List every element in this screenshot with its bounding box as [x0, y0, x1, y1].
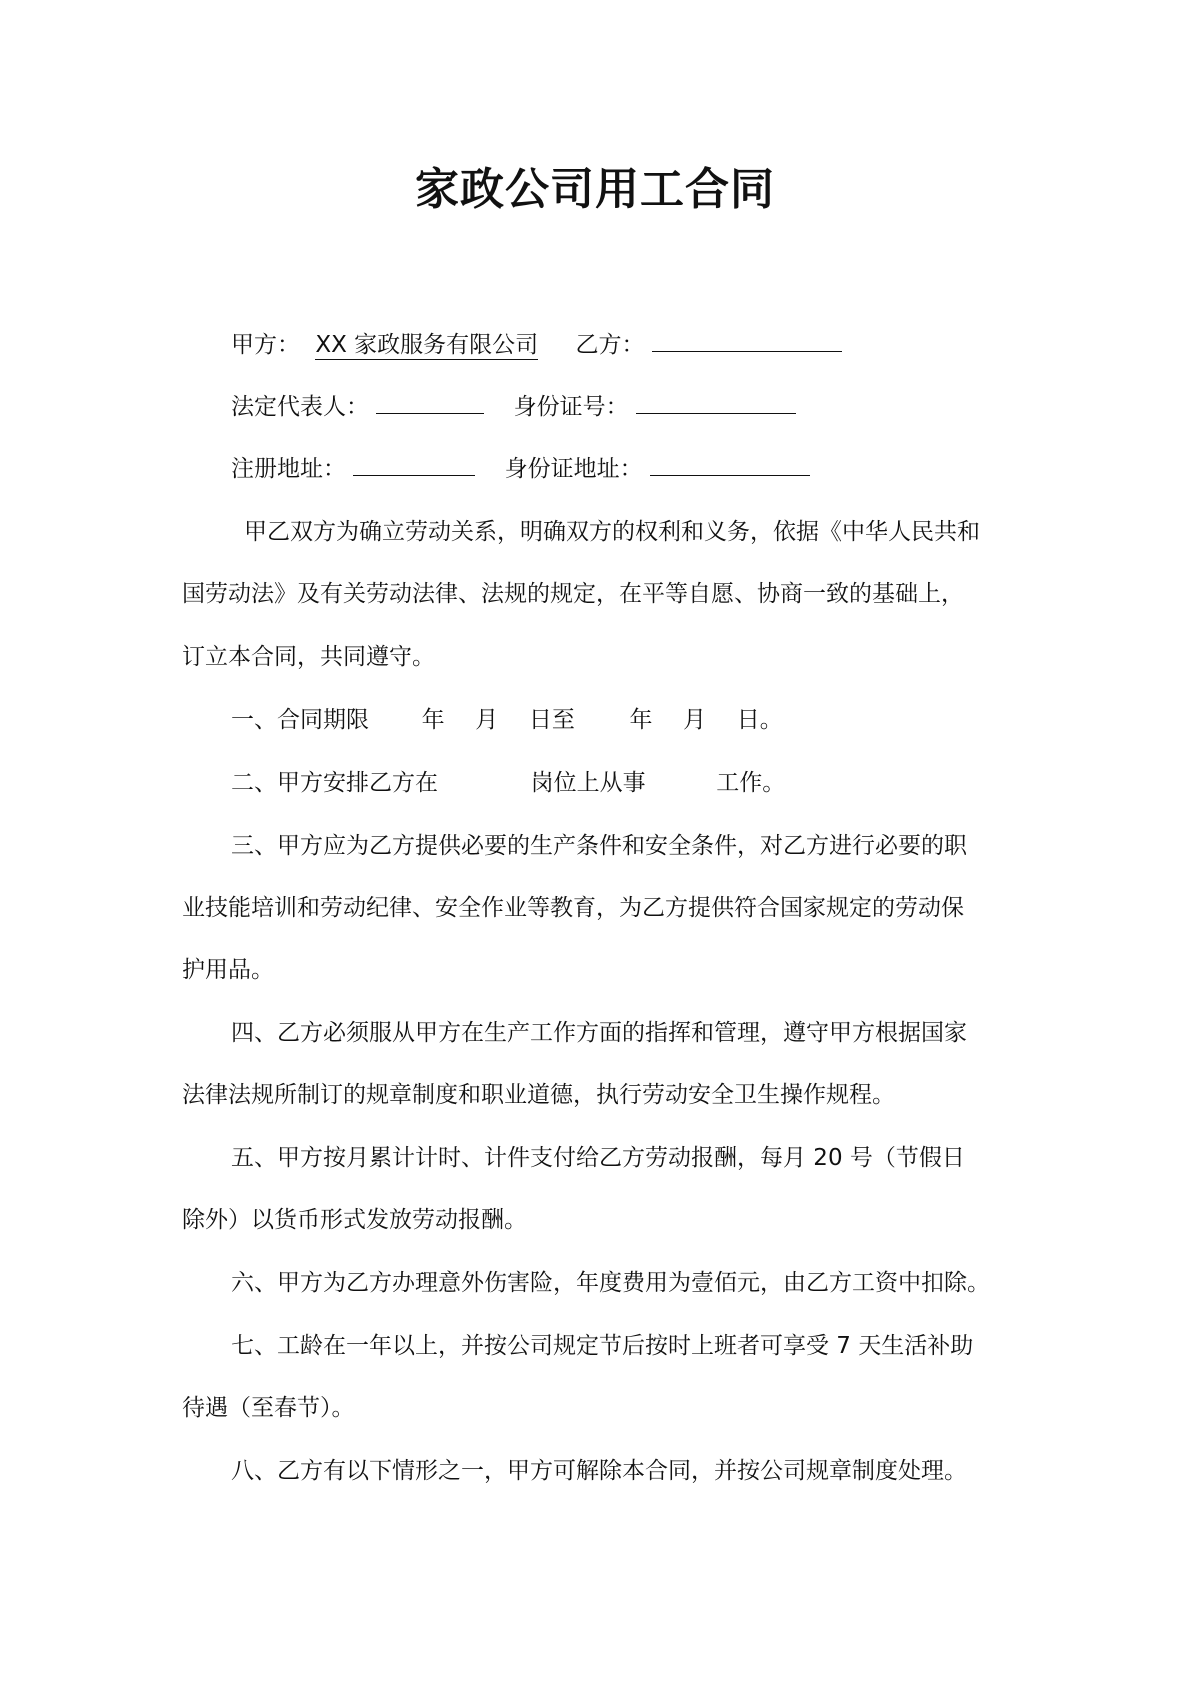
- clause-6: 六、甲方为乙方办理意外伤害险，年度费用为壹佰元，由乙方工资中扣除。: [231, 1270, 990, 1296]
- clause-5-line-1: 五、甲方按月累计计时、计件支付给乙方劳动报酬，每月 20 号（节假日: [231, 1145, 965, 1171]
- party-a-label: 甲方：: [231, 332, 300, 358]
- id-number-label: 身份证号：: [513, 394, 629, 420]
- clause-3-line-2: 业技能培训和劳动纪律、安全作业等教育，为乙方提供符合国家规定的劳动保: [182, 895, 964, 921]
- legal-rep-label: 法定代表人：: [231, 394, 369, 420]
- clause-1-year-1: 年: [421, 707, 445, 733]
- clause-2-mid: 岗位上从事: [530, 770, 646, 796]
- clause-1-day-2: 日。: [736, 707, 783, 733]
- legal-rep-blank: [376, 393, 484, 414]
- document-title: 家政公司用工合同: [415, 164, 775, 215]
- party-a-value: XX 家政服务有限公司: [315, 332, 539, 358]
- clause-1-year-2: 年: [629, 707, 653, 733]
- address-line: [182, 452, 1071, 486]
- party-b-label: 乙方：: [575, 332, 645, 358]
- clause-8: 八、乙方有以下情形之一，甲方可解除本合同，并按公司规章制度处理。: [231, 1458, 967, 1484]
- legal-rep-line: [182, 390, 1071, 424]
- clause-4-line-1: 四、乙方必须服从甲方在生产工作方面的指挥和管理，遵守甲方根据国家: [231, 1020, 967, 1046]
- clause-4-line-2: 法律法规所制订的规章制度和职业道德，执行劳动安全卫生操作规程。: [182, 1082, 895, 1108]
- clause-5-line-2: 除外）以货币形式发放劳动报酬。: [182, 1207, 527, 1233]
- reg-address-blank: [353, 455, 475, 476]
- party-line: [182, 328, 1071, 362]
- clause-1: [182, 703, 1071, 737]
- id-address-blank: [650, 455, 810, 476]
- clause-3-line-3: 护用品。: [182, 957, 274, 983]
- id-number-blank: [636, 393, 796, 414]
- clause-1-month-1: 月: [475, 707, 499, 733]
- clause-1-prefix: 一、合同期限: [231, 707, 369, 733]
- clause-2-prefix: 二、甲方安排乙方在: [231, 770, 438, 796]
- id-address-label: 身份证地址：: [504, 456, 643, 482]
- intro-line-1: 甲乙双方为确立劳动关系，明确双方的权利和义务，依据《中华人民共和: [244, 519, 980, 545]
- reg-address-label: 注册地址：: [231, 456, 346, 482]
- clause-3-line-1: 三、甲方应为乙方提供必要的生产条件和安全条件，对乙方进行必要的职: [231, 833, 967, 859]
- clause-1-month-2: 月: [683, 707, 707, 733]
- clause-7-line-2: 待遇（至春节）。: [182, 1395, 355, 1421]
- clause-2: [182, 766, 1071, 800]
- party-b-blank: [652, 331, 842, 352]
- intro-line-3: 订立本合同，共同遵守。: [182, 644, 435, 670]
- clause-2-suffix: 工作。: [716, 770, 786, 796]
- clause-1-day-1: 日至: [528, 707, 575, 733]
- clause-7-line-1: 七、工龄在一年以上，并按公司规定节后按时上班者可享受 7 天生活补助: [231, 1333, 974, 1359]
- intro-line-2: 国劳动法》及有关劳动法律、法规的规定，在平等自愿、协商一致的基础上，: [182, 581, 964, 607]
